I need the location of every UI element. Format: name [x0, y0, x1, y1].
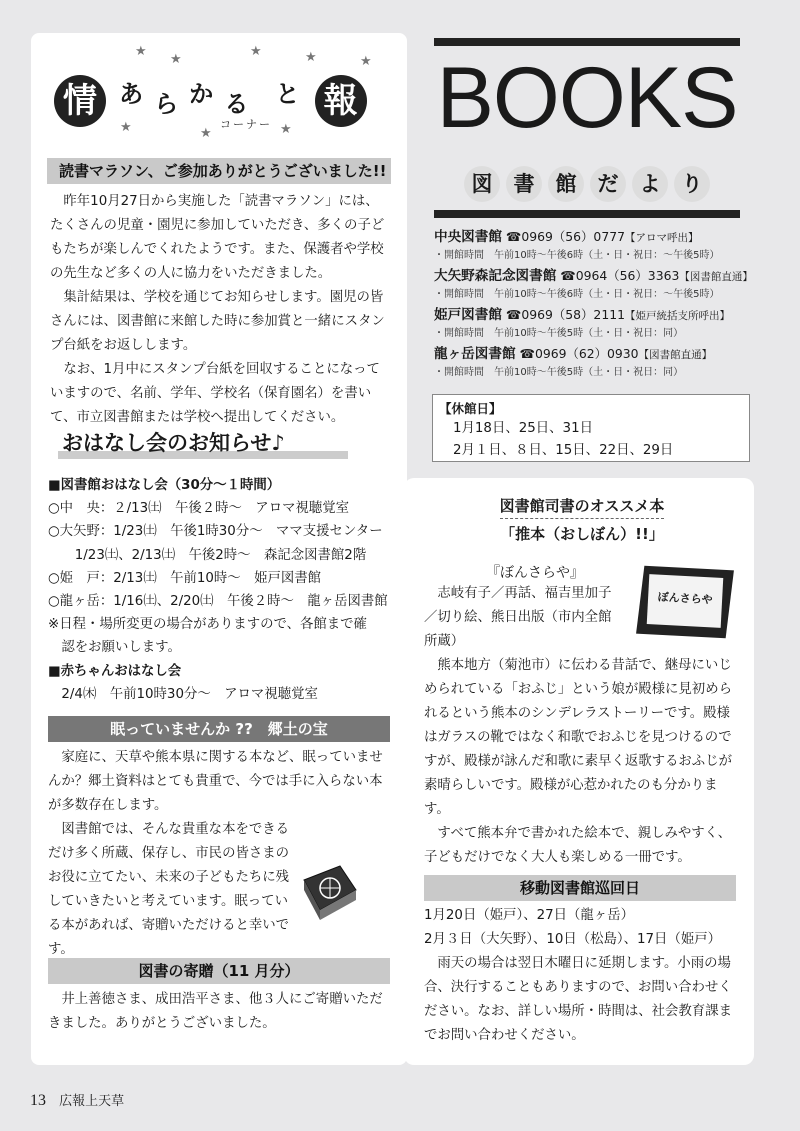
storytime-line: ○姫 戸：2/13㈯ 午前10時～ 姫戸図書館 [48, 570, 322, 586]
storytime-line: ○大矢野：1/23㈯ 午後1時30分～ ママ支援センター [48, 524, 383, 540]
sleeping-paragraph: 図書館では、そんな貴重な本をできるだけ多く所蔵、保存し、市民の皆さまのお役に立てたい、未来の子どもたちに残していきたいと考えています。眠っている本があれば、寄贈いただけると幸いです。 [48, 822, 290, 957]
storytime-heading-text: おはなし会のお知らせ♪ [62, 431, 285, 455]
subtitle-char: だ [590, 166, 626, 202]
marathon-heading: 読書マラソン、ご参加ありがとうございました!! [47, 158, 391, 184]
page-footer [30, 1090, 124, 1110]
library-list [434, 228, 752, 381]
sleeping-text [48, 746, 390, 962]
sleeping-heading: 眠っていませんか ?? 郷土の宝 [48, 716, 390, 742]
star-icon: ★ [120, 120, 132, 135]
marathon-text [50, 190, 390, 430]
info-corner-subtitle: コーナー [220, 118, 272, 131]
books-header [434, 38, 740, 218]
star-icon: ★ [305, 50, 317, 65]
marathon-paragraph: なお、1月中にスタンプ台紙を回収することになっていますので、名前、学年、学校名（保育園名）を書いて、市立図書館または学校へ提出してください。 [50, 362, 380, 425]
subtitle-char: 書 [506, 166, 542, 202]
storytime-line: 認をお願いします。 [48, 640, 181, 656]
closed-days-label: 【休館日】 [439, 401, 502, 416]
title-char: と [275, 80, 300, 108]
star-icon: ★ [280, 122, 292, 137]
storytime-line: ■赤ちゃんおはなし会 [48, 663, 182, 679]
library-phone: ☎0969（58）2111 [505, 307, 625, 322]
publication-name: 広報上天草 [59, 1094, 125, 1109]
library-phone: ☎0964（56）3363 [560, 268, 680, 283]
info-corner-header [50, 44, 395, 148]
library-note: 【図書館直通】 [679, 271, 753, 283]
library-item [434, 228, 752, 264]
library-item [434, 267, 752, 303]
page-number: 13 [30, 1092, 46, 1109]
mobile-line: 2月３日（大矢野）、10日（松島）、17日（姫戸） [424, 932, 722, 947]
library-hours: ・開館時間 午前10時～午後5時（土・日・祝日：同） [434, 367, 684, 378]
closed-days-line: 1月18日、25日、31日 [453, 421, 593, 436]
library-name: 中央図書館 [434, 229, 502, 245]
star-icon: ★ [360, 54, 372, 69]
books-title: BOOKS [436, 50, 738, 146]
storytime-line: 1/23㈯、2/13㈯ 午後2時～ 森記念図書館2階 [48, 547, 367, 563]
marathon-paragraph: 昨年10月27日から実施した「読書マラソン」には、たくさんの児童・園児に参加していただき、多くの子どもたちが楽しんでくれたようです。また、保護者や学校の先生など多くの人に協力をいただきました。 [50, 194, 385, 281]
recommend-book-title: 『ぼんさらや』 [486, 565, 584, 581]
mobile-paragraph: 雨天の場合は翌日木曜日に延期します。小雨の場合、決行することもありますので、お問い合わせください。なお、詳しい場所・時間は、社会教育課までお問い合わせください。 [424, 956, 732, 1043]
library-phone: ☎0969（56）0777 [505, 229, 625, 244]
donation-text: 井上善徳さま、成田浩平さま、他３人にご寄贈いただきました。ありがとうございました。 [48, 992, 383, 1031]
mobile-library-heading: 移動図書館巡回日 [424, 875, 736, 901]
library-item [434, 345, 752, 381]
title-char: あ [119, 80, 144, 108]
library-hours: ・開館時間 午前10時～午後5時（土・日・祝日：同） [434, 328, 684, 339]
recommend-text [424, 654, 742, 870]
subtitle-char: り [674, 166, 710, 202]
library-hours: ・開館時間 午前10時～午後6時（土・日・祝日：～午後5時） [434, 289, 720, 300]
storytime-line: 2/4㈭ 午前10時30分～ アロマ視聴覚室 [48, 686, 318, 702]
recommend-heading-line1: 図書館司書のオススメ本 [500, 495, 665, 519]
star-icon: ★ [135, 44, 147, 59]
title-char-ho: 報 [315, 75, 367, 127]
library-name: 姫戸図書館 [434, 307, 502, 323]
star-icon: ★ [250, 44, 262, 59]
recommend-heading [430, 495, 734, 544]
subtitle-char: 図 [464, 166, 500, 202]
recommend-paragraph: すべて熊本弁で書かれた絵本で、親しみやすく、子どもだけでなく大人も楽しめる一冊です。 [424, 826, 732, 865]
donation-heading: 図書の寄贈（11 月分） [48, 958, 390, 984]
credit-line: 所蔵） [424, 634, 465, 649]
recommend-credits [424, 582, 634, 654]
title-char: る [224, 90, 249, 118]
book-cover-image [640, 568, 734, 640]
library-name: 龍ヶ岳図書館 [434, 346, 516, 362]
mobile-line: 1月20日（姫戸）、27日（龍ヶ岳） [424, 908, 634, 923]
credit-line: 志岐有子／再話、福吉里加子 [437, 586, 612, 601]
library-note: 【姫戸統括支所呼出】 [624, 310, 730, 322]
credit-line: ／切り絵、熊日出版（市内全館 [424, 610, 612, 625]
storytime-line: ※日程・場所変更の場合がありますので、各館まで確 [48, 617, 367, 633]
title-char: か [189, 80, 214, 108]
storytime-line: ■図書館おはなし会（30分～１時間） [48, 478, 281, 493]
storytime-list [48, 474, 398, 706]
library-note: 【図書館直通】 [638, 349, 713, 361]
recommend-paragraph: 熊本地方（菊池市）に伝わる昔話で、継母にいじめられている「おふじ」という娘が殿様に見初められるという熊本のシンデレラストーリーです。殿様はガラスの靴ではなく和歌でおふじを見つけるのですが、殿様が詠んだ和歌に素早く返歌するおふじが素晴らしいです。殿様が心惹かれたのも分かります。 [424, 658, 732, 817]
star-icon: ★ [200, 126, 212, 141]
title-char: ら [154, 90, 179, 118]
storytime-heading [48, 425, 348, 461]
storytime-line: ○中 央：２/13㈯ 午後２時～ アロマ視聴覚室 [48, 501, 350, 517]
library-phone: ☎0969（62）0930 [519, 346, 639, 361]
book-cover-title: ぼんさらや [657, 590, 713, 607]
library-note: 【アロマ呼出】 [624, 232, 699, 244]
sleeping-paragraph: 家庭に、天草や熊本県に関する本など、眠っていませんか？郷土資料はとても貴重で、今では手に入らない本が多数存在します。 [48, 750, 383, 813]
closed-days-line: 2月１日、８日、15日、22日、29日 [453, 443, 674, 458]
recommend-heading-line2: 「推本（おしぼん）!!」 [500, 525, 664, 543]
star-icon: ★ [170, 52, 182, 67]
library-name: 大矢野森記念図書館 [434, 268, 557, 284]
closed-days-box [432, 394, 750, 462]
title-char-jo: 情 [54, 75, 106, 127]
marathon-paragraph: 集計結果は、学校を通じてお知らせします。園児の皆さんには、図書館に来館した時に参加賞と一緒にスタンプ台紙をお返しします。 [50, 290, 385, 353]
mobile-library-text [424, 904, 742, 1048]
book-illustration-icon [296, 860, 360, 926]
storytime-line: ○龍ヶ岳：1/16㈯、2/20㈯ 午後２時～ 龍ヶ岳図書館 [48, 594, 388, 610]
subtitle-char: よ [632, 166, 668, 202]
library-item [434, 306, 752, 342]
subtitle-char: 館 [548, 166, 584, 202]
library-hours: ・開館時間 午前10時～午後6時（土・日・祝日：～午後5時） [434, 250, 720, 261]
